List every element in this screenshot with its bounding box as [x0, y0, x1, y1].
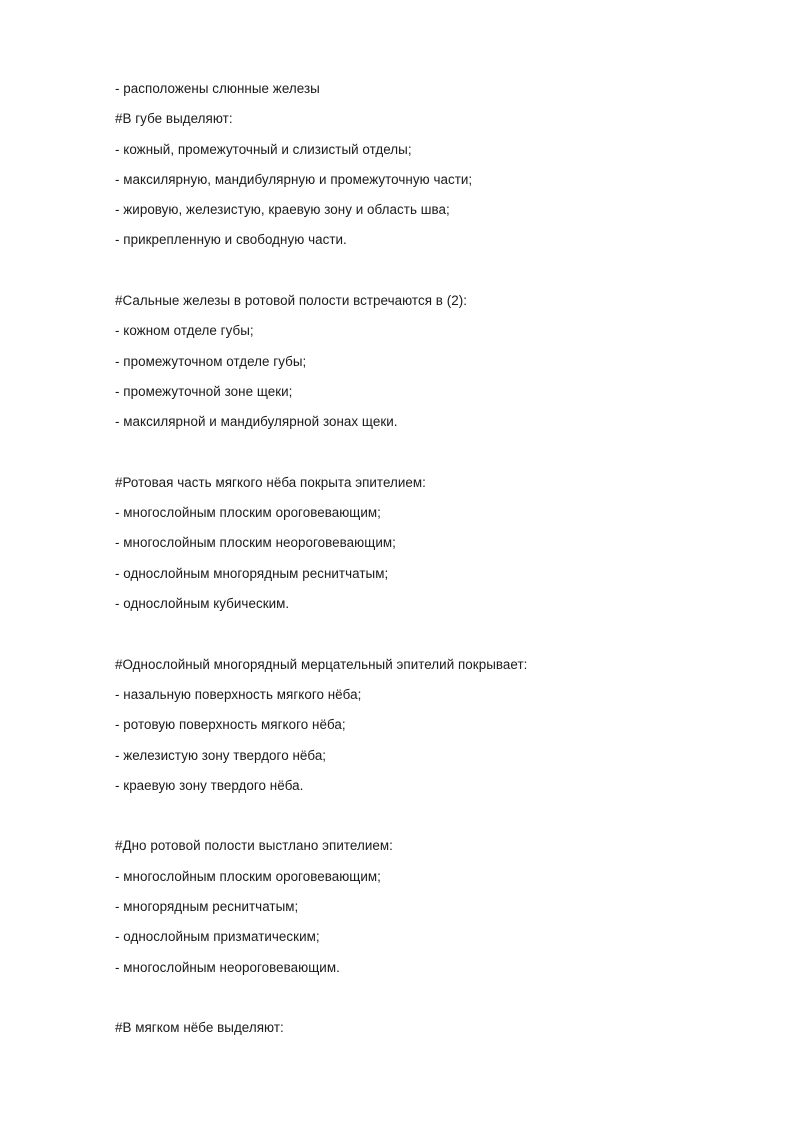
answer-option: - промежуточной зоне щеки;	[115, 383, 293, 399]
paragraph-gap	[115, 983, 755, 1013]
answer-option: - жировую, железистую, краевую зону и область шва;	[115, 202, 450, 218]
answer-option: - прикрепленную и свободную части.	[115, 232, 347, 248]
question-heading: #В губе выделяют:	[115, 111, 233, 127]
answer-option: - однослойным кубическим.	[115, 596, 290, 612]
answer-option: - многослойным плоским неороговевающим;	[115, 535, 396, 551]
answer-option: - железистую зону твердого нёба;	[115, 747, 327, 763]
answer-option: - максилярной и мандибулярной зонах щеки.	[115, 414, 398, 430]
answer-option: - однослойным многорядным реснитчатым;	[115, 565, 389, 581]
paragraph-gap	[115, 801, 755, 831]
answer-option: - многослойным неороговевающим.	[115, 959, 340, 975]
paragraph-gap	[115, 256, 755, 286]
question-heading: #Однослойный многорядный мерцательный эпителий покрывает:	[115, 656, 528, 672]
answer-option: - кожный, промежуточный и слизистый отделы;	[115, 141, 412, 157]
question-heading: #Ротовая часть мягкого нёба покрыта эпителием:	[115, 474, 426, 490]
question-heading: #Сальные железы в ротовой полости встречаются в (2):	[115, 293, 468, 309]
question-heading: #Дно ротовой полости выстлано эпителием:	[115, 838, 393, 854]
answer-option: - ротовую поверхность мягкого нёба;	[115, 717, 346, 733]
question-heading: #В мягком нёбе выделяют:	[115, 1020, 284, 1036]
answer-option: - максилярную, мандибулярную и промежуточную части;	[115, 171, 473, 187]
answer-option: - многослойным плоским ороговевающим;	[115, 505, 381, 521]
answer-option: - расположены слюнные железы	[115, 81, 320, 96]
answer-option: - многорядным реснитчатым;	[115, 899, 299, 915]
answer-option: - краевую зону твердого нёба.	[115, 777, 304, 793]
paragraph-gap	[115, 438, 755, 468]
answer-option: - промежуточном отделе губы;	[115, 353, 307, 369]
answer-option: - кожном отделе губы;	[115, 323, 254, 339]
answer-option: - однослойным призматическим;	[115, 929, 320, 945]
answer-option: - назальную поверхность мягкого нёба;	[115, 686, 362, 702]
paragraph-gap	[115, 619, 755, 649]
document-body	[115, 74, 755, 1044]
answer-option: - многослойным плоским ороговевающим;	[115, 868, 381, 884]
